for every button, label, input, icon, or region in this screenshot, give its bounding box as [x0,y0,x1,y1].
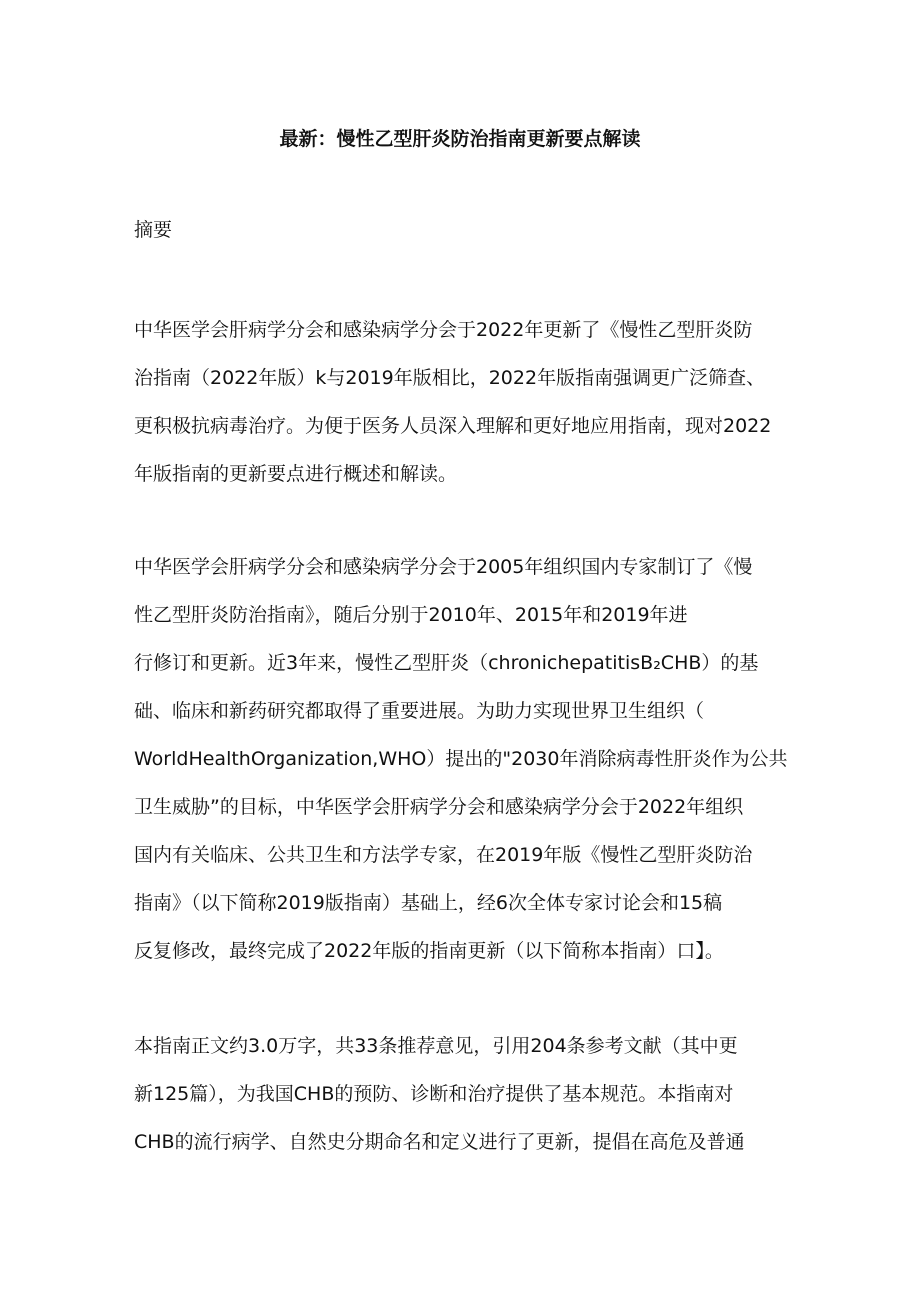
paragraph-line: 性乙型肝炎防治指南》，随后分别于2010年、2015年和2019年进 [134,604,688,626]
paragraph-3 [134,1022,804,1166]
paragraph-line: 治指南（2022年版）k与2019年版相比，2022年版指南强调更广泛筛查、 [134,367,766,389]
paragraph-line: 中华医学会肝病学分会和感染病学分会于2022年更新了《慢性乙型肝炎防 [134,319,753,341]
paragraph-line: 年版指南的更新要点进行概述和解读。 [134,463,458,485]
paragraph-line: 础、临床和新药研究都取得了重要进展。为助力实现世界卫生组织（ [134,700,705,722]
paragraph-line: CHB的流行病学、自然史分期命名和定义进行了更新，提倡在高危及普通 [134,1131,745,1153]
paragraph-1 [134,306,804,498]
paragraph-line: 新125篇），为我国CHB的预防、诊断和治疗提供了基本规范。本指南对 [134,1083,734,1105]
document-title: 最新：慢性乙型肝炎防治指南更新要点解读 [279,128,641,150]
paragraph-line: WorldHealthOrganization,WHO）提出的"2030年消除病毒性肝炎作为公共 [134,748,788,770]
paragraph-2 [134,543,804,975]
paragraph-line: 反复修改，最终完成了2022年版的指南更新（以下简称本指南）口】。 [134,940,724,962]
paragraph-line: 行修订和更新。近3年来，慢性乙型肝炎（chronichepatitisB₂CHB）的基 [134,652,759,674]
abstract-heading: 摘要 [134,219,173,241]
paragraph-line: 指南》（以下简称2019版指南）基础上，经6次全体专家讨论会和15稿 [134,892,723,914]
paragraph-line: 中华医学会肝病学分会和感染病学分会于2005年组织国内专家制订了《慢 [134,556,753,578]
paragraph-line: 本指南正文约3.0万字，共33条推荐意见，引用204条参考文献（其中更 [134,1035,738,1057]
paragraph-line: 国内有关临床、公共卫生和方法学专家，在2019年版《慢性乙型肝炎防治 [134,844,753,866]
paragraph-line: 更积极抗病毒治疗。为便于医务人员深入理解和更好地应用指南，现对2022 [134,415,772,437]
paragraph-line: 卫生威胁”的目标，中华医学会肝病学分会和感染病学分会于2022年组织 [134,796,744,818]
